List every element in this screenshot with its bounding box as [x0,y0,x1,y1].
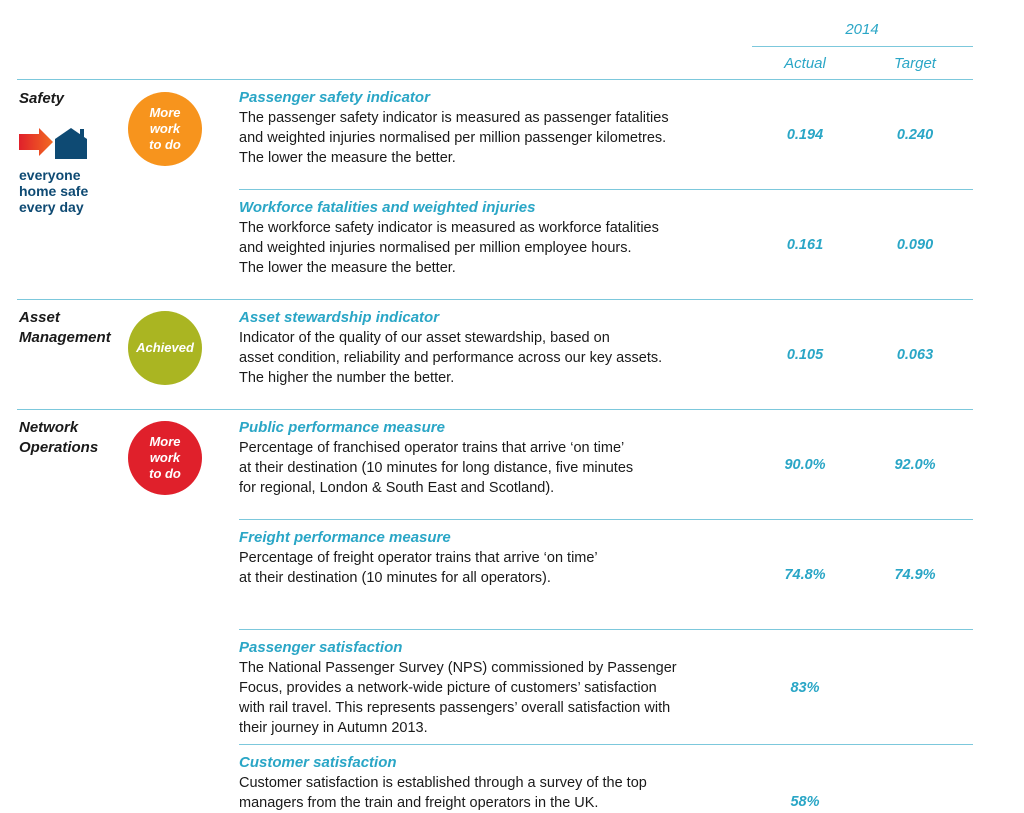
category-network-operations: Network Operations [19,419,99,456]
indicator-passenger-safety [239,88,739,168]
indicator-customer-satisfaction [239,753,739,813]
indicator-title: Passenger safety indicator [239,89,430,106]
indicator-workforce-safety [239,198,739,278]
target-value: 92.0% [894,457,936,473]
indicator-description: The National Passenger Survey (NPS) commissioned by Passenger Focus, provides a network-wide picture of customers’ satisfaction with rail travel. This represents passengers’ overall satisfaction with their journey in Autumn 2013. [239,660,677,736]
indicator-title: Passenger satisfaction [239,639,403,656]
actual-value: 0.194 [786,127,824,143]
indicator-description: Percentage of freight operator trains that arrive ‘on time’ at their destination (10 minutes for all operators). [239,550,598,586]
actual-value: 58% [790,794,820,810]
indicator-title: Freight performance measure [239,529,451,546]
section-divider-network [17,409,973,410]
indicator-asset-stewardship [239,308,739,388]
category-safety: Safety [19,90,65,107]
year-header: 2014 [845,21,879,38]
indicator-description: Indicator of the quality of our asset stewardship, based on asset condition, reliability and performance across our key assets. The higher the number the better. [239,330,663,386]
indicator-description: Percentage of franchised operator trains that arrive ‘on time’ at their destination (10 minutes for long distance, five minutes for regional, London & South East and Scotland). [239,440,634,496]
row-divider [239,519,973,520]
row-divider [239,629,973,630]
actual-value: 0.161 [786,237,824,253]
target-value: 0.240 [896,127,934,143]
indicator-description: Customer satisfaction is established through a survey of the top managers from the train and freight operators in the UK. [239,775,647,811]
status-badge-more-work: More work to do [128,421,202,495]
section-divider-asset [17,299,973,300]
target-column-header: Target [894,55,936,72]
indicator-passenger-satisfaction [239,638,739,738]
indicator-description: The passenger safety indicator is measured as passenger fatalities and weighted injuries normalised per million passenger kilometres. The lower the measure the better. [239,110,669,166]
section-divider-top [17,79,973,80]
header-divider [752,46,973,47]
category-asset-management: Asset Management [19,309,111,346]
logo-text: everyone home safe every day [19,167,89,215]
status-badge-achieved: Achieved [128,311,202,385]
row-divider [239,189,973,190]
actual-value: 90.0% [784,457,826,473]
status-badge-more-work: More work to do [128,92,202,166]
actual-value: 0.105 [786,347,824,363]
indicator-public-performance [239,418,739,498]
indicator-title: Asset stewardship indicator [239,309,440,326]
indicator-title: Customer satisfaction [239,754,397,771]
row-divider [239,744,973,745]
indicator-title: Workforce fatalities and weighted injuries [239,199,536,216]
indicator-title: Public performance measure [239,419,445,436]
target-value: 0.090 [896,237,934,253]
actual-value: 74.8% [784,567,826,583]
actual-value: 83% [790,680,820,696]
actual-column-header: Actual [784,55,826,72]
target-value: 74.9% [894,567,936,583]
indicator-freight-performance [239,528,739,588]
target-value: 0.063 [896,347,934,363]
indicator-description: The workforce safety indicator is measured as workforce fatalities and weighted injuries normalised per million employee hours. The lower the measure the better. [239,220,659,276]
